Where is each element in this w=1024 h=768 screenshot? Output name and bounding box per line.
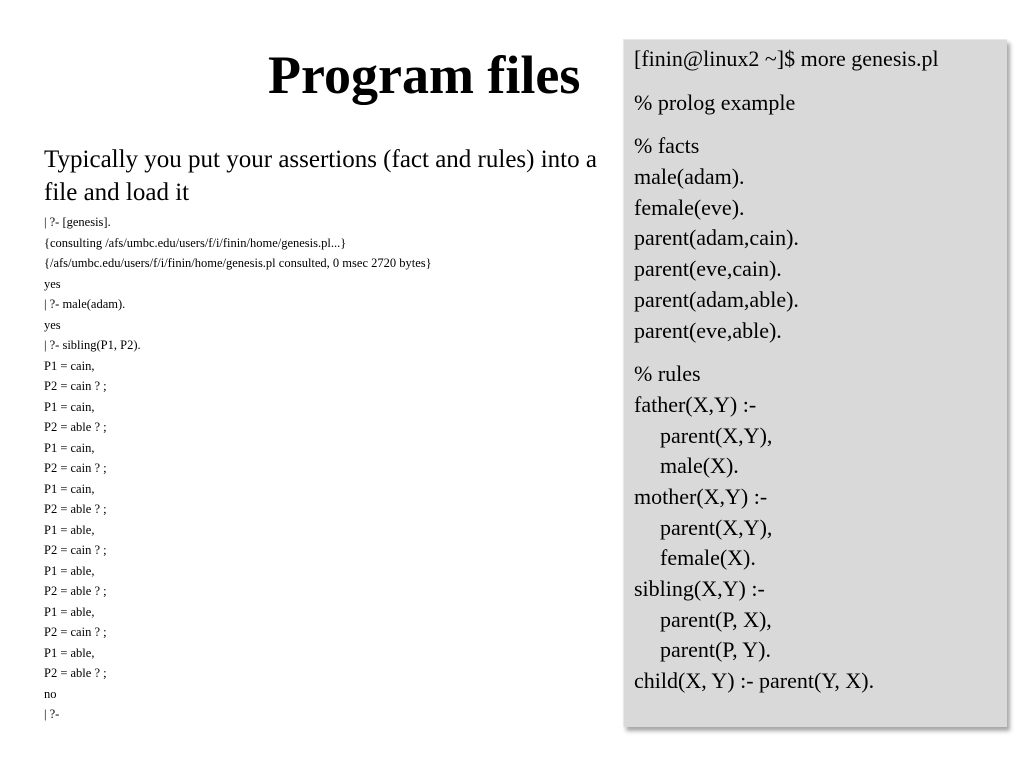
session-line: P2 = able ? ; [44,666,107,680]
session-line: P2 = able ? ; [44,502,107,516]
intro-text: Typically you put your assertions (fact and rules) into a file and load it [44,146,597,206]
session-line: P2 = able ? ; [44,420,107,434]
session-line: P1 = cain, [44,358,95,373]
code-line: % prolog example [634,89,796,115]
code-line: female(eve). [634,194,745,220]
session-line: P1 = able, [44,645,95,660]
session-line: yes [44,317,61,332]
code-line: [finin@linux2 ~]$ more genesis.pl [634,46,939,71]
code-line: parent(eve,able). [634,317,782,343]
session-line: no [44,686,57,701]
code-line: parent(P, Y). [660,637,771,663]
code-line: % facts [634,133,700,159]
code-line: parent(P, X), [660,606,772,632]
session-line: P2 = cain ? ; [44,543,107,557]
session-line: P2 = cain ? ; [44,625,107,639]
session-line: P1 = able, [44,604,95,619]
session-line: {consulting /afs/umbc.edu/users/f/i/finin/home/genesis.pl...} [44,235,347,250]
prolog-session-transcript [44,212,432,725]
code-line: male(adam). [634,164,745,190]
session-line: | ?- [genesis]. [44,215,111,229]
slide-title: Program files [268,45,581,105]
session-line: P1 = cain, [44,440,95,455]
session-line: P1 = cain, [44,399,95,414]
code-line: parent(X,Y), [660,422,773,448]
session-line: yes [44,276,61,291]
session-line: P1 = cain, [44,481,95,496]
code-line: parent(adam,able). [634,286,799,312]
session-line: | ?- male(adam). [44,297,126,311]
code-line: parent(adam,cain). [634,225,799,251]
session-line: P1 = able, [44,563,95,578]
session-line: | ?- sibling(P1, P2). [44,338,141,352]
code-line: father(X,Y) :- [634,391,757,417]
code-line: sibling(X,Y) :- [634,576,765,601]
session-line: P2 = cain ? ; [44,461,107,475]
code-line: male(X). [660,453,739,479]
session-line: P2 = cain ? ; [44,379,107,393]
code-line: female(X). [660,545,756,571]
code-listing-panel [623,39,1007,727]
session-line: P1 = able, [44,522,95,537]
code-line: % rules [634,361,701,387]
session-line: P2 = able ? ; [44,584,107,598]
session-line: | ?- [44,707,60,721]
session-line: {/afs/umbc.edu/users/f/i/finin/home/genesis.pl consulted, 0 msec 2720 bytes} [44,256,432,270]
code-line: child(X, Y) :- parent(Y, X). [634,668,875,694]
code-line: parent(eve,cain). [634,256,782,282]
genesis-file-listing [634,44,939,697]
code-line: mother(X,Y) :- [634,483,768,509]
code-line: parent(X,Y), [660,514,773,540]
